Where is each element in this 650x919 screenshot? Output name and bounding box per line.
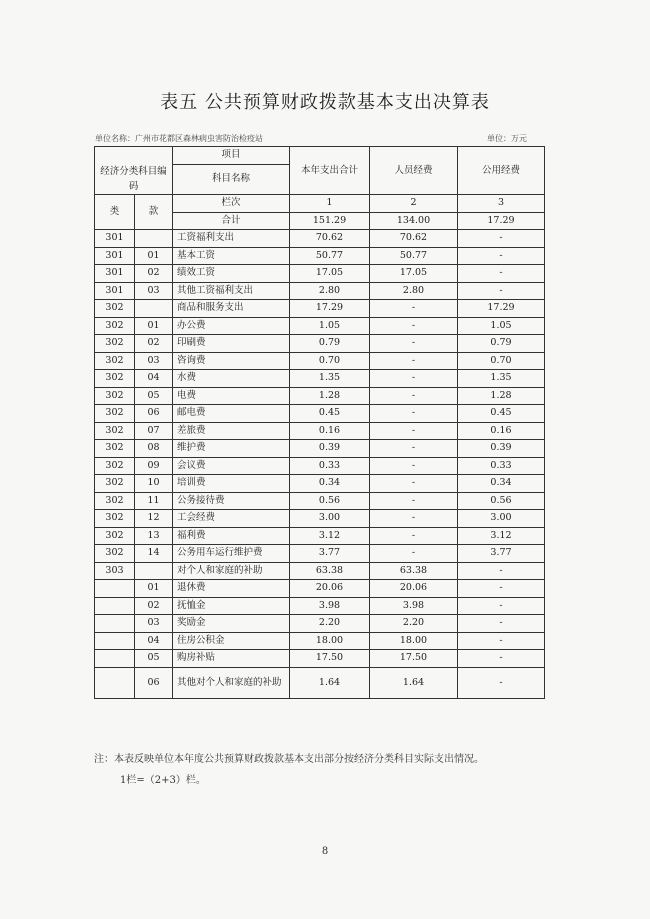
note-line-1: 注：本表反映单位本年度公共预算财政拨款基本支出部分按经济分类科目实际支出情况。 <box>94 754 484 765</box>
row-total: 63.38 <box>290 562 370 580</box>
row-public: 3.00 <box>458 510 545 528</box>
row-kuan: 01 <box>135 247 173 265</box>
row-lei: 302 <box>95 300 135 318</box>
row-personnel: 18.00 <box>370 632 458 650</box>
row-kuan <box>135 562 173 580</box>
row-personnel: - <box>370 335 458 353</box>
table-row <box>95 317 545 335</box>
row-name: 其他工资福利支出 <box>173 282 290 300</box>
row-lei: 302 <box>95 422 135 440</box>
page-number: 8 <box>321 846 329 857</box>
unit-measure: 单位：万元 <box>487 134 527 143</box>
row-public: 0.34 <box>458 475 545 493</box>
row-public: 0.45 <box>458 405 545 423</box>
row-public: 0.70 <box>458 352 545 370</box>
row-lei: 302 <box>95 335 135 353</box>
row-name: 工会经费 <box>173 510 290 528</box>
header-lei: 类 <box>95 195 135 230</box>
table-row <box>95 615 545 633</box>
row-kuan: 02 <box>135 597 173 615</box>
row-kuan: 02 <box>135 335 173 353</box>
table-row <box>95 352 545 370</box>
row-lei <box>95 580 135 598</box>
row-kuan: 06 <box>135 667 173 698</box>
row-public: - <box>458 667 545 698</box>
row-kuan: 01 <box>135 580 173 598</box>
table-row <box>95 300 545 318</box>
row-lei: 301 <box>95 247 135 265</box>
row-public: 1.05 <box>458 317 545 335</box>
table-row <box>95 650 545 668</box>
row-lei: 302 <box>95 405 135 423</box>
row-total: 0.16 <box>290 422 370 440</box>
row-name: 基本工资 <box>173 247 290 265</box>
row-total: 2.20 <box>290 615 370 633</box>
row-lei: 302 <box>95 492 135 510</box>
header-num3: 3 <box>458 195 545 213</box>
row-public: 1.28 <box>458 387 545 405</box>
row-kuan: 05 <box>135 387 173 405</box>
total-public: 17.29 <box>458 212 545 230</box>
row-kuan <box>135 300 173 318</box>
row-total: 0.33 <box>290 457 370 475</box>
row-personnel: - <box>370 510 458 528</box>
row-kuan: 07 <box>135 422 173 440</box>
row-personnel: 2.80 <box>370 282 458 300</box>
row-lei <box>95 667 135 698</box>
row-name: 公务用车运行维护费 <box>173 545 290 563</box>
total-personnel: 134.00 <box>370 212 458 230</box>
row-lei: 302 <box>95 387 135 405</box>
row-total: 17.29 <box>290 300 370 318</box>
row-personnel: - <box>370 352 458 370</box>
row-kuan: 04 <box>135 370 173 388</box>
row-name: 绩效工资 <box>173 265 290 283</box>
row-public: 3.77 <box>458 545 545 563</box>
row-lei: 302 <box>95 352 135 370</box>
row-total: 3.98 <box>290 597 370 615</box>
row-total: 0.34 <box>290 475 370 493</box>
row-personnel: - <box>370 405 458 423</box>
row-public: - <box>458 615 545 633</box>
header-num2: 2 <box>370 195 458 213</box>
row-kuan: 11 <box>135 492 173 510</box>
row-personnel: 3.98 <box>370 597 458 615</box>
header-num1: 1 <box>290 195 370 213</box>
total-value: 151.29 <box>290 212 370 230</box>
row-public: - <box>458 265 545 283</box>
header-jingji-code: 经济分类科目编码 <box>95 164 173 195</box>
row-personnel: - <box>370 300 458 318</box>
row-personnel: 1.64 <box>370 667 458 698</box>
row-name: 抚恤金 <box>173 597 290 615</box>
row-total: 20.06 <box>290 580 370 598</box>
row-personnel: - <box>370 422 458 440</box>
row-lei: 302 <box>95 527 135 545</box>
table-row <box>95 667 545 698</box>
row-personnel: - <box>370 545 458 563</box>
row-public: - <box>458 562 545 580</box>
row-lei: 301 <box>95 282 135 300</box>
row-personnel: 70.62 <box>370 230 458 248</box>
row-total: 1.35 <box>290 370 370 388</box>
row-personnel: - <box>370 317 458 335</box>
row-total: 3.00 <box>290 510 370 528</box>
row-lei: 301 <box>95 265 135 283</box>
row-kuan: 10 <box>135 475 173 493</box>
row-name: 电费 <box>173 387 290 405</box>
row-name: 咨询费 <box>173 352 290 370</box>
row-kuan: 14 <box>135 545 173 563</box>
table-row <box>95 545 545 563</box>
row-name: 维护费 <box>173 440 290 458</box>
table-row <box>95 265 545 283</box>
row-personnel: - <box>370 475 458 493</box>
table-row <box>95 527 545 545</box>
row-total: 0.39 <box>290 440 370 458</box>
table-row <box>95 492 545 510</box>
row-personnel: 63.38 <box>370 562 458 580</box>
row-kuan: 01 <box>135 317 173 335</box>
row-personnel: - <box>370 457 458 475</box>
table-row <box>95 440 545 458</box>
row-lei: 303 <box>95 562 135 580</box>
row-kuan: 04 <box>135 632 173 650</box>
row-total: 0.70 <box>290 352 370 370</box>
table-row <box>95 562 545 580</box>
row-name: 培训费 <box>173 475 290 493</box>
row-public: - <box>458 247 545 265</box>
row-kuan: 06 <box>135 405 173 423</box>
row-lei: 302 <box>95 475 135 493</box>
row-personnel: 50.77 <box>370 247 458 265</box>
row-total: 18.00 <box>290 632 370 650</box>
row-personnel: - <box>370 370 458 388</box>
header-kemu-name: 科目名称 <box>173 164 290 195</box>
row-personnel: 2.20 <box>370 615 458 633</box>
row-total: 1.64 <box>290 667 370 698</box>
row-personnel: - <box>370 527 458 545</box>
header-col-total: 本年支出合计 <box>290 147 370 195</box>
note-line-2: 1栏=（2+3）栏。 <box>120 775 206 786</box>
row-name: 福利费 <box>173 527 290 545</box>
row-total: 17.50 <box>290 650 370 668</box>
row-kuan: 03 <box>135 282 173 300</box>
header-col-personnel: 人员经费 <box>370 147 458 195</box>
header-row-lanci <box>95 195 545 213</box>
row-total: 1.05 <box>290 317 370 335</box>
row-total: 17.05 <box>290 265 370 283</box>
table-row <box>95 597 545 615</box>
row-name: 办公费 <box>173 317 290 335</box>
row-name: 工资福利支出 <box>173 230 290 248</box>
row-lei: 302 <box>95 440 135 458</box>
row-kuan: 12 <box>135 510 173 528</box>
row-total: 70.62 <box>290 230 370 248</box>
row-public: - <box>458 632 545 650</box>
table-row <box>95 247 545 265</box>
row-lei <box>95 615 135 633</box>
row-total: 50.77 <box>290 247 370 265</box>
row-personnel: - <box>370 440 458 458</box>
row-lei: 302 <box>95 317 135 335</box>
row-kuan <box>135 230 173 248</box>
table-row <box>95 387 545 405</box>
row-kuan: 03 <box>135 352 173 370</box>
row-name: 退休费 <box>173 580 290 598</box>
row-kuan: 05 <box>135 650 173 668</box>
table-row <box>95 405 545 423</box>
row-lei: 302 <box>95 457 135 475</box>
header-xiangmu: 项目 <box>173 147 290 165</box>
table-row <box>95 422 545 440</box>
row-public: 0.56 <box>458 492 545 510</box>
row-total: 2.80 <box>290 282 370 300</box>
header-kuan: 款 <box>135 195 173 230</box>
row-name: 印刷费 <box>173 335 290 353</box>
table-row <box>95 510 545 528</box>
row-public: - <box>458 650 545 668</box>
row-name: 对个人和家庭的补助 <box>173 562 290 580</box>
row-name: 奖励金 <box>173 615 290 633</box>
row-total: 0.45 <box>290 405 370 423</box>
row-public: 0.33 <box>458 457 545 475</box>
table-row <box>95 335 545 353</box>
row-personnel: - <box>370 492 458 510</box>
table-row <box>95 370 545 388</box>
row-public: - <box>458 282 545 300</box>
row-name: 会议费 <box>173 457 290 475</box>
row-personnel: 20.06 <box>370 580 458 598</box>
row-public: - <box>458 597 545 615</box>
row-lei <box>95 632 135 650</box>
row-public: - <box>458 580 545 598</box>
row-public: 1.35 <box>458 370 545 388</box>
row-lei: 301 <box>95 230 135 248</box>
row-lei: 302 <box>95 370 135 388</box>
total-label: 合计 <box>173 212 290 230</box>
row-lei: 302 <box>95 545 135 563</box>
row-lei <box>95 597 135 615</box>
table-row <box>95 282 545 300</box>
row-kuan: 09 <box>135 457 173 475</box>
expenditure-table <box>94 146 545 699</box>
row-name: 邮电费 <box>173 405 290 423</box>
table-row <box>95 632 545 650</box>
table-row <box>95 230 545 248</box>
row-personnel: 17.50 <box>370 650 458 668</box>
table-row <box>95 457 545 475</box>
row-personnel: - <box>370 387 458 405</box>
row-name: 商品和服务支出 <box>173 300 290 318</box>
row-public: 0.16 <box>458 422 545 440</box>
row-public: 17.29 <box>458 300 545 318</box>
row-public: - <box>458 230 545 248</box>
row-kuan: 03 <box>135 615 173 633</box>
table-row <box>95 580 545 598</box>
row-kuan: 13 <box>135 527 173 545</box>
table-row <box>95 475 545 493</box>
row-name: 购房补贴 <box>173 650 290 668</box>
unit-name: 单位名称：广州市花都区森林病虫害防治检疫站 <box>95 134 263 143</box>
row-total: 3.77 <box>290 545 370 563</box>
row-public: 0.39 <box>458 440 545 458</box>
row-total: 0.79 <box>290 335 370 353</box>
row-name: 差旅费 <box>173 422 290 440</box>
header-col-public: 公用经费 <box>458 147 545 195</box>
row-name: 住房公积金 <box>173 632 290 650</box>
row-total: 1.28 <box>290 387 370 405</box>
header-lanci: 栏次 <box>173 195 290 213</box>
row-name: 其他对个人和家庭的补助 <box>173 667 290 698</box>
row-name: 水费 <box>173 370 290 388</box>
page-title: 表五 公共预算财政拨款基本支出决算表 <box>160 92 490 113</box>
row-public: 0.79 <box>458 335 545 353</box>
row-public: 3.12 <box>458 527 545 545</box>
row-total: 0.56 <box>290 492 370 510</box>
row-lei: 302 <box>95 510 135 528</box>
row-kuan: 08 <box>135 440 173 458</box>
row-kuan: 02 <box>135 265 173 283</box>
row-personnel: 17.05 <box>370 265 458 283</box>
row-total: 3.12 <box>290 527 370 545</box>
row-name: 公务接待费 <box>173 492 290 510</box>
row-lei <box>95 650 135 668</box>
header-row-1 <box>95 147 545 165</box>
